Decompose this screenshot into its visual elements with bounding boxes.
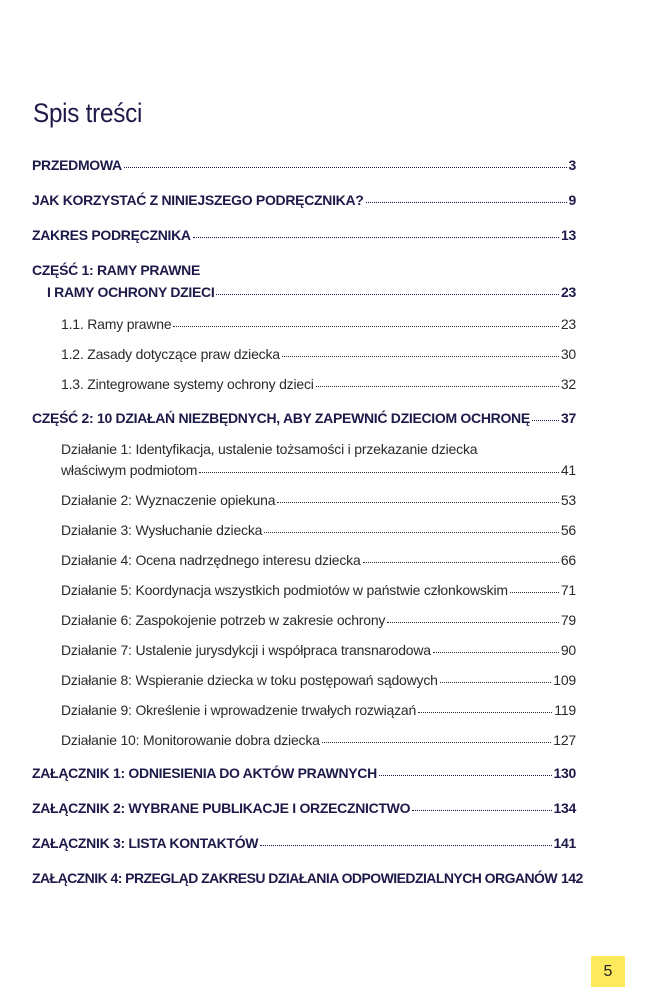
toc-entry-label: Działanie 6: Zaspokojenie potrzeb w zakresie ochrony (61, 612, 386, 628)
toc-entry-label: PRZEDMOWA (32, 157, 122, 173)
toc-entry-page: 23 (561, 284, 576, 300)
toc-entry[interactable] (61, 462, 576, 478)
toc-entry-page: 119 (554, 702, 576, 718)
toc-entry-page: 130 (553, 765, 576, 781)
toc-entry[interactable] (32, 410, 576, 426)
toc-entry-label: Działanie 3: Wysłuchanie dziecka (61, 522, 263, 538)
toc-entry-label: Działanie 5: Koordynacja wszystkich podmiotów w państwie członkowskim (61, 582, 508, 598)
toc-entry[interactable] (61, 612, 576, 628)
dot-leader (322, 742, 552, 743)
toc-entry[interactable] (32, 870, 583, 886)
toc-entry[interactable] (32, 835, 576, 851)
toc-entry-page: 41 (560, 462, 576, 478)
toc-entry-label: 1.1. Ramy prawne (61, 316, 172, 332)
dot-leader (199, 472, 559, 473)
toc-entry-page: 53 (560, 492, 576, 508)
toc-entry-label: właściwym podmiotom (61, 462, 198, 478)
page-title: Spis treści (33, 98, 143, 128)
dot-leader (366, 202, 567, 203)
dot-leader (363, 562, 559, 563)
toc-entry-label: ZAKRES PODRĘCZNIKA (32, 227, 191, 243)
toc-entry-page: 142 (561, 870, 583, 886)
toc-entry-label: Działanie 7: Ustalenie jurysdykcji i współpraca transnarodowa (61, 642, 431, 658)
toc-entry[interactable] (32, 800, 576, 816)
dot-leader (193, 237, 559, 238)
toc-entry-label: Działanie 2: Wyznaczenie opiekuna (61, 492, 276, 508)
toc-entry-label-line1[interactable]: Działanie 1: Identyfikacja, ustalenie tożsamości i przekazanie dziecka (61, 441, 478, 457)
toc-entry-page: 37 (561, 410, 576, 426)
dot-leader (387, 622, 559, 623)
toc-entry-label: ZAŁĄCZNIK 2: WYBRANE PUBLIKACJE I ORZECZNICTWO (32, 800, 411, 816)
toc-entry[interactable] (61, 672, 576, 688)
dot-leader (173, 326, 558, 327)
toc-entry[interactable] (61, 702, 576, 718)
page-number-badge: 5 (591, 956, 625, 987)
toc-entry-page: 9 (568, 192, 576, 208)
dot-leader (282, 356, 559, 357)
toc-entry-label: Działanie 4: Ocena nadrzędnego interesu dziecka (61, 552, 361, 568)
dot-leader (264, 532, 559, 533)
toc-entry-page: 134 (553, 800, 576, 816)
toc-entry[interactable] (32, 765, 576, 781)
toc-entry[interactable] (61, 522, 576, 538)
dot-leader (124, 167, 567, 168)
toc-entry-label: 1.2. Zasady dotyczące praw dziecka (61, 346, 280, 362)
dot-leader (216, 294, 559, 295)
dot-leader (316, 386, 559, 387)
toc-entry[interactable] (61, 316, 576, 332)
dot-leader (532, 420, 559, 421)
toc-entry-label: Działanie 8: Wspieranie dziecka w toku postępowań sądowych (61, 672, 438, 688)
toc-entry-page: 79 (560, 612, 576, 628)
toc-entry[interactable] (61, 552, 576, 568)
dot-leader (440, 682, 552, 683)
dot-leader (412, 810, 551, 811)
toc-entry-page: 32 (560, 376, 576, 392)
toc-entry-label: 1.3. Zintegrowane systemy ochrony dzieci (61, 376, 314, 392)
toc-entry[interactable] (61, 346, 576, 362)
toc-entry-label-line1[interactable]: CZĘŚĆ 1: RAMY PRAWNE (32, 262, 200, 278)
toc-entry[interactable] (61, 376, 576, 392)
toc-entry-page: 23 (560, 316, 576, 332)
toc-entry-page: 109 (553, 672, 576, 688)
toc-entry-page: 56 (560, 522, 576, 538)
toc-entry-label: ZAŁĄCZNIK 1: ODNIESIENIA DO AKTÓW PRAWNYCH (32, 765, 377, 781)
dot-leader (433, 652, 559, 653)
toc-entry-label: Działanie 9: Określenie i wprowadzenie trwałych rozwiązań (61, 702, 417, 718)
toc-entry-page: 3 (568, 157, 576, 173)
toc-entry-page: 90 (560, 642, 576, 658)
toc-entry-page: 71 (560, 582, 576, 598)
toc-entry[interactable] (47, 284, 576, 300)
toc-entry-label: ZAŁĄCZNIK 4: PRZEGLĄD ZAKRESU DZIAŁANIA ODPOWIEDZIALNYCH ORGANÓW (32, 870, 558, 886)
toc-entry[interactable] (32, 227, 576, 243)
toc-entry[interactable] (61, 492, 576, 508)
toc-entry[interactable] (61, 582, 576, 598)
toc-entry-page: 141 (553, 835, 576, 851)
dot-leader (277, 502, 559, 503)
toc-entry-label: ZAŁĄCZNIK 3: LISTA KONTAKTÓW (32, 835, 259, 851)
toc-entry[interactable] (32, 157, 576, 173)
dot-leader (379, 775, 552, 776)
toc-entry-label: Działanie 10: Monitorowanie dobra dziecka (61, 732, 320, 748)
toc-entry-label: I RAMY OCHRONY DZIECI (47, 284, 215, 300)
toc-entry[interactable] (32, 192, 576, 208)
dot-leader (510, 592, 559, 593)
toc-entry-page: 13 (561, 227, 576, 243)
dot-leader (418, 712, 552, 713)
toc-entry[interactable] (61, 732, 576, 748)
toc-entry-page: 66 (560, 552, 576, 568)
toc-entry-page: 30 (560, 346, 576, 362)
dot-leader (260, 845, 551, 846)
toc-entry-label: CZĘŚĆ 2: 10 DZIAŁAŃ NIEZBĘDNYCH, ABY ZAPEWNIĆ DZIECIOM OCHRONĘ (32, 410, 530, 426)
toc-entry-label: JAK KORZYSTAĆ Z NINIEJSZEGO PODRĘCZNIKA? (32, 192, 364, 208)
toc-entry[interactable] (61, 642, 576, 658)
toc-entry-page: 127 (553, 732, 576, 748)
